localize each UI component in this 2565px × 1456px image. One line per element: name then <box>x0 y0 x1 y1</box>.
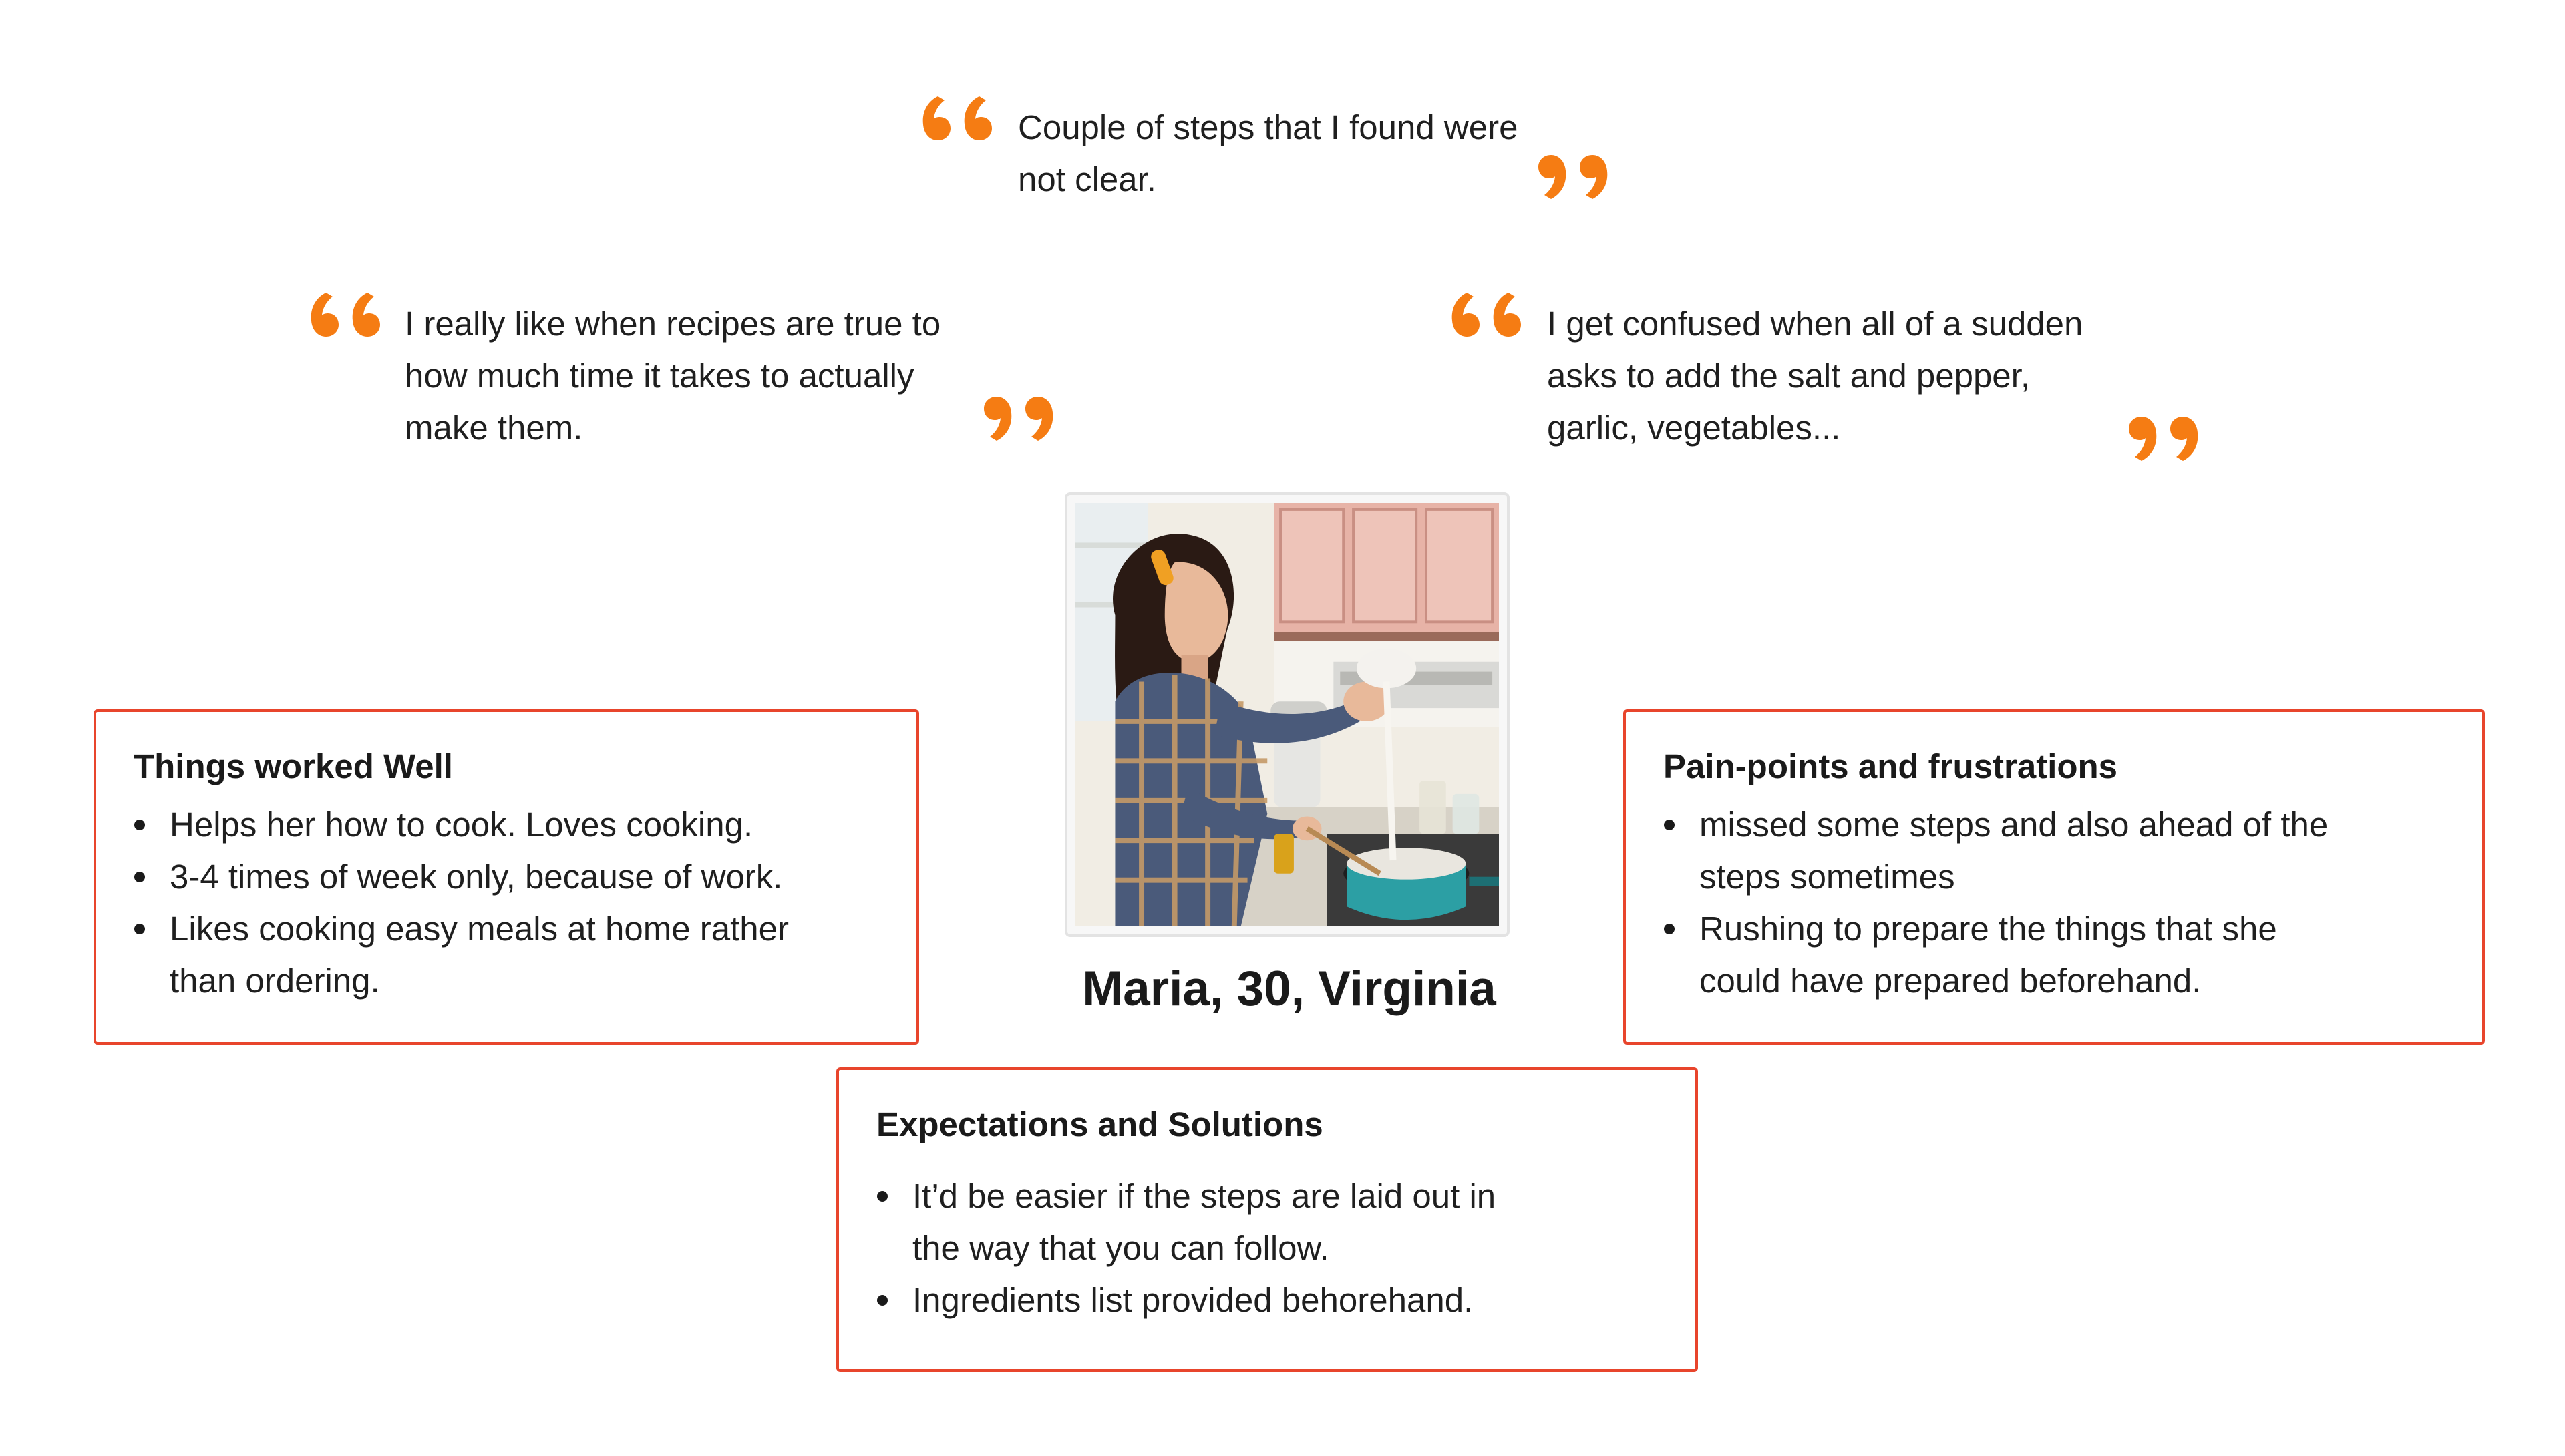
open-quote-icon <box>1449 289 1530 342</box>
bullet-icon <box>1664 820 1675 830</box>
list-item: Helps her how to cook. Loves cooking. <box>96 799 789 851</box>
bullet-icon <box>877 1191 888 1202</box>
open-quote-icon <box>309 289 389 342</box>
card-title: Expectations and Solutions <box>876 1105 1323 1143</box>
list-item: 3-4 times of week only, because of work. <box>96 851 789 903</box>
bullet-icon <box>134 820 145 830</box>
quote-right-line-3: garlic, vegetables... <box>1547 409 1841 447</box>
close-quote-icon <box>1530 150 1610 203</box>
list-item: Rushing to prepare the things that she could have prepared beforehand. <box>1626 903 2328 1007</box>
list-item: Likes cooking easy meals at home rather than ordering. <box>96 903 789 1007</box>
open-quote-icon <box>920 92 1001 146</box>
card-list <box>1626 799 2328 1007</box>
card-expectations <box>836 1067 1698 1372</box>
bullet-icon <box>1664 924 1675 934</box>
close-quote-icon <box>2120 411 2200 465</box>
quote-top-line-2: not clear. <box>1018 160 1156 198</box>
list-item: missed some steps and also ahead of the steps sometimes <box>1626 799 2328 903</box>
list-item: Ingredients list provided behorehand. <box>839 1274 1496 1326</box>
quote-right-line-2: asks to add the salt and pepper, <box>1547 357 2031 395</box>
bullet-icon <box>877 1295 888 1306</box>
bullet-icon <box>134 872 145 882</box>
persona-photo <box>1065 492 1510 937</box>
quote-top-line-1: Couple of steps that I found were <box>1018 108 1518 146</box>
card-worked-well <box>94 709 919 1045</box>
close-quote-icon <box>975 391 1055 445</box>
card-title: Pain-points and frustrations <box>1663 747 2118 785</box>
card-pain-points <box>1623 709 2485 1045</box>
card-list <box>96 799 789 1007</box>
persona-name: Maria, 30, Virginia <box>1082 962 1496 1016</box>
bullet-icon <box>134 924 145 934</box>
quote-left-line-1: I really like when recipes are true to <box>405 305 941 343</box>
woman-cooking-illustration <box>1075 503 1499 926</box>
card-list <box>839 1170 1496 1326</box>
card-title: Things worked Well <box>134 747 453 785</box>
quote-left-line-3: make them. <box>405 409 583 447</box>
list-item: It’d be easier if the steps are laid out in the way that you can follow. <box>839 1170 1496 1274</box>
quote-left-line-2: how much time it takes to actually <box>405 357 914 395</box>
quote-right-line-1: I get confused when all of a sudden <box>1547 305 2083 343</box>
